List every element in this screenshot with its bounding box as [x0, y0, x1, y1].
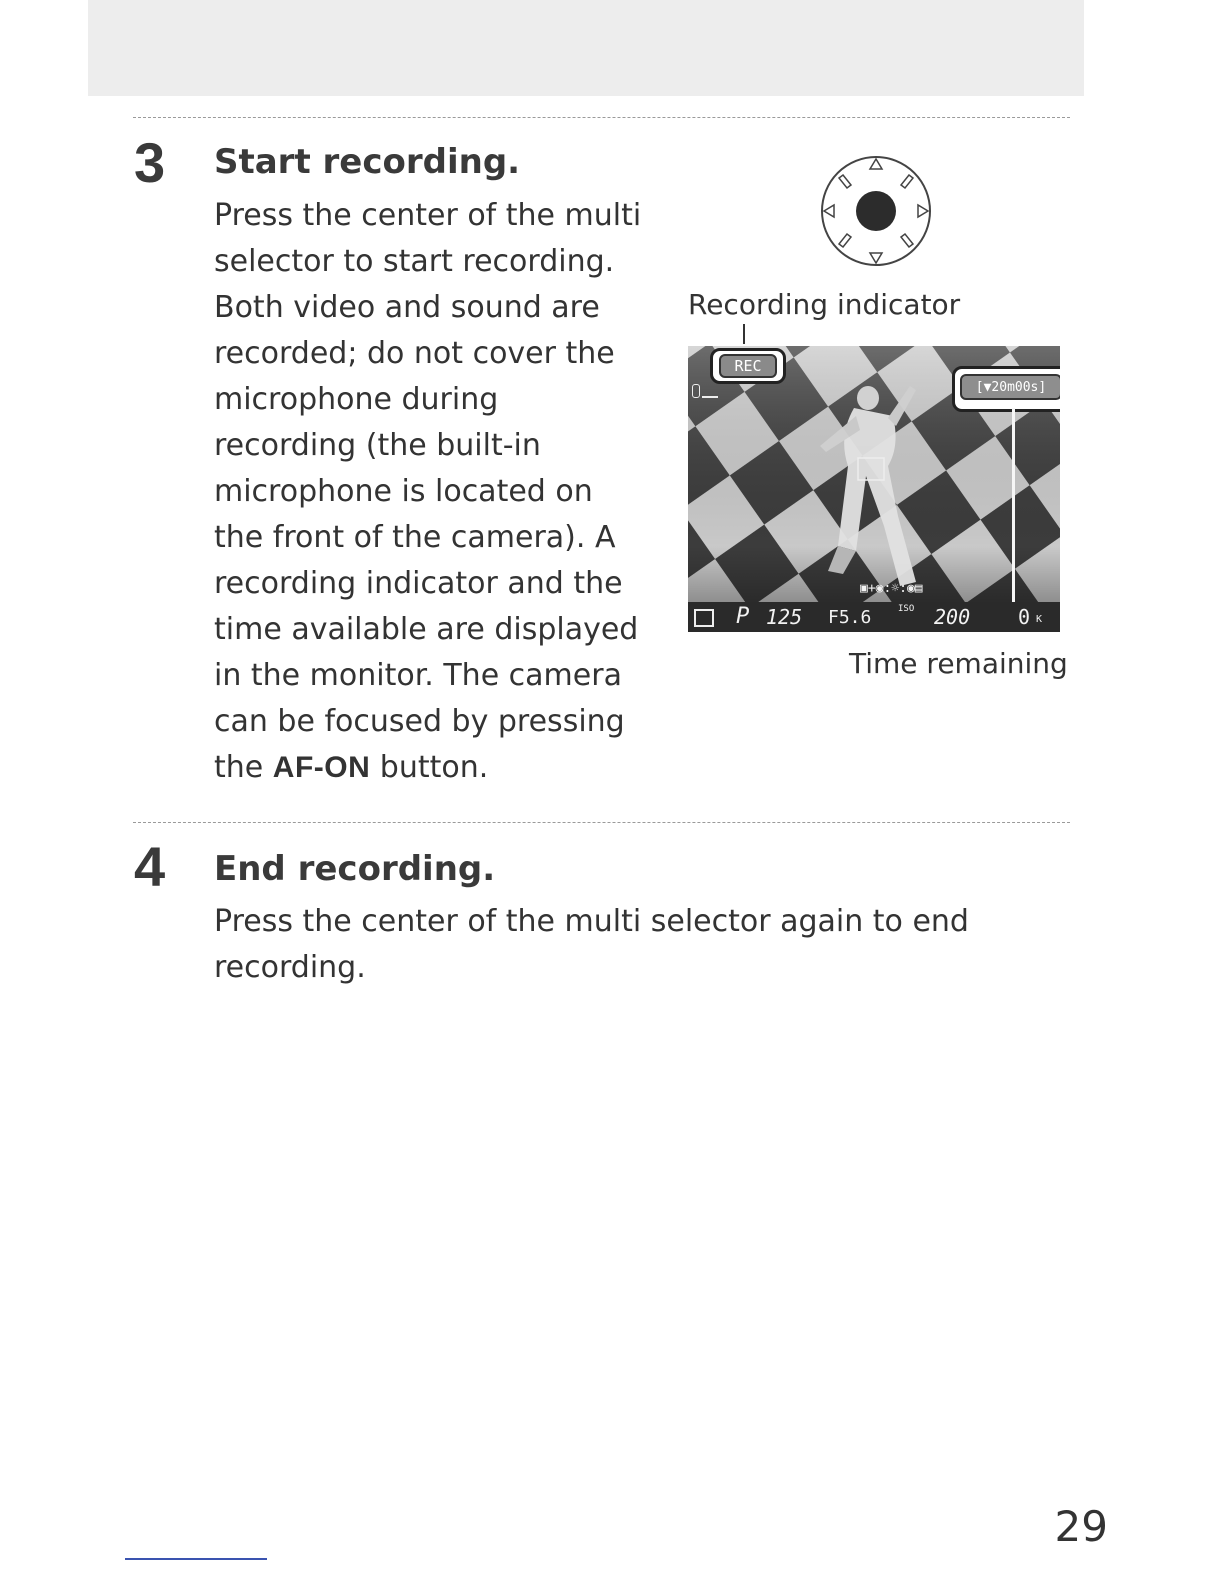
step-3-line: the front of the camera). A	[214, 520, 616, 555]
step-4-title: End recording.	[214, 849, 496, 889]
exposure-mode: P	[736, 604, 750, 629]
time-remaining-badge	[960, 374, 1060, 400]
recording-indicator-caption: Recording indicator	[688, 288, 961, 321]
page-number: 29	[1054, 1502, 1108, 1551]
rec-callout-frame	[710, 348, 786, 384]
step-3-title: Start recording.	[214, 142, 521, 182]
info-bar	[688, 602, 1060, 632]
step-4-line: Press the center of the multi selector again to end	[214, 904, 969, 939]
rec-label: REC	[734, 357, 762, 375]
step-3-line: in the monitor. The camera	[214, 658, 622, 693]
time-remaining-text: 20m00s	[991, 380, 1039, 395]
shooting-settings-icons	[860, 577, 923, 596]
callout-line	[743, 324, 745, 344]
time-remaining-callout-line	[1012, 408, 1015, 632]
iso-value: 200	[934, 605, 971, 629]
time-remaining-value: [▼20m00s]	[975, 380, 1047, 395]
section-divider-middle	[133, 822, 1070, 823]
af-on-button-label: AF-ON	[272, 751, 371, 784]
multi-selector-icon	[818, 153, 934, 269]
step-3-number: 3	[134, 131, 166, 194]
step-3-line: can be focused by pressing	[214, 704, 625, 739]
aperture: F5.6	[828, 607, 872, 628]
movie-icon: ▼	[983, 380, 992, 395]
step-4-line: recording.	[214, 950, 366, 985]
step-3-last-line	[214, 745, 641, 791]
shutter-speed: 125	[766, 605, 803, 629]
step-3-line: microphone during	[214, 382, 499, 417]
settings-icons-glyphs: ▣+◉:☼:◉▤	[860, 581, 923, 596]
step-3-line: recording indicator and the	[214, 566, 623, 601]
step-3-line: recording (the built-in	[214, 428, 541, 463]
step-3-body	[214, 193, 641, 791]
iso-label: ISO	[898, 604, 915, 614]
header-band	[88, 0, 1084, 96]
step-4-body	[214, 899, 969, 991]
footer-rule	[125, 1558, 267, 1560]
text-fragment: the	[214, 750, 273, 785]
section-divider-top	[133, 117, 1070, 118]
metering-icon	[694, 609, 714, 627]
time-remaining-caption: Time remaining	[849, 647, 1068, 680]
step-3-line: Both video and sound are	[214, 290, 600, 325]
time-remaining-callout-frame	[952, 366, 1060, 412]
step-3-line: Press the center of the multi	[214, 198, 642, 233]
step-4-number: 4	[134, 835, 166, 898]
rec-badge	[719, 354, 777, 378]
frames-suffix: K	[1036, 614, 1043, 625]
text-fragment: button.	[370, 750, 489, 785]
step-3-line: recorded; do not cover the	[214, 336, 615, 371]
step-3-line: microphone is located on	[214, 474, 593, 509]
frames-remaining: 0	[1018, 605, 1031, 629]
camera-monitor	[688, 346, 1060, 632]
step-3-line: time available are displayed	[214, 612, 639, 647]
step-3-line: selector to start recording.	[214, 244, 615, 279]
microphone-level-icon	[692, 384, 720, 398]
